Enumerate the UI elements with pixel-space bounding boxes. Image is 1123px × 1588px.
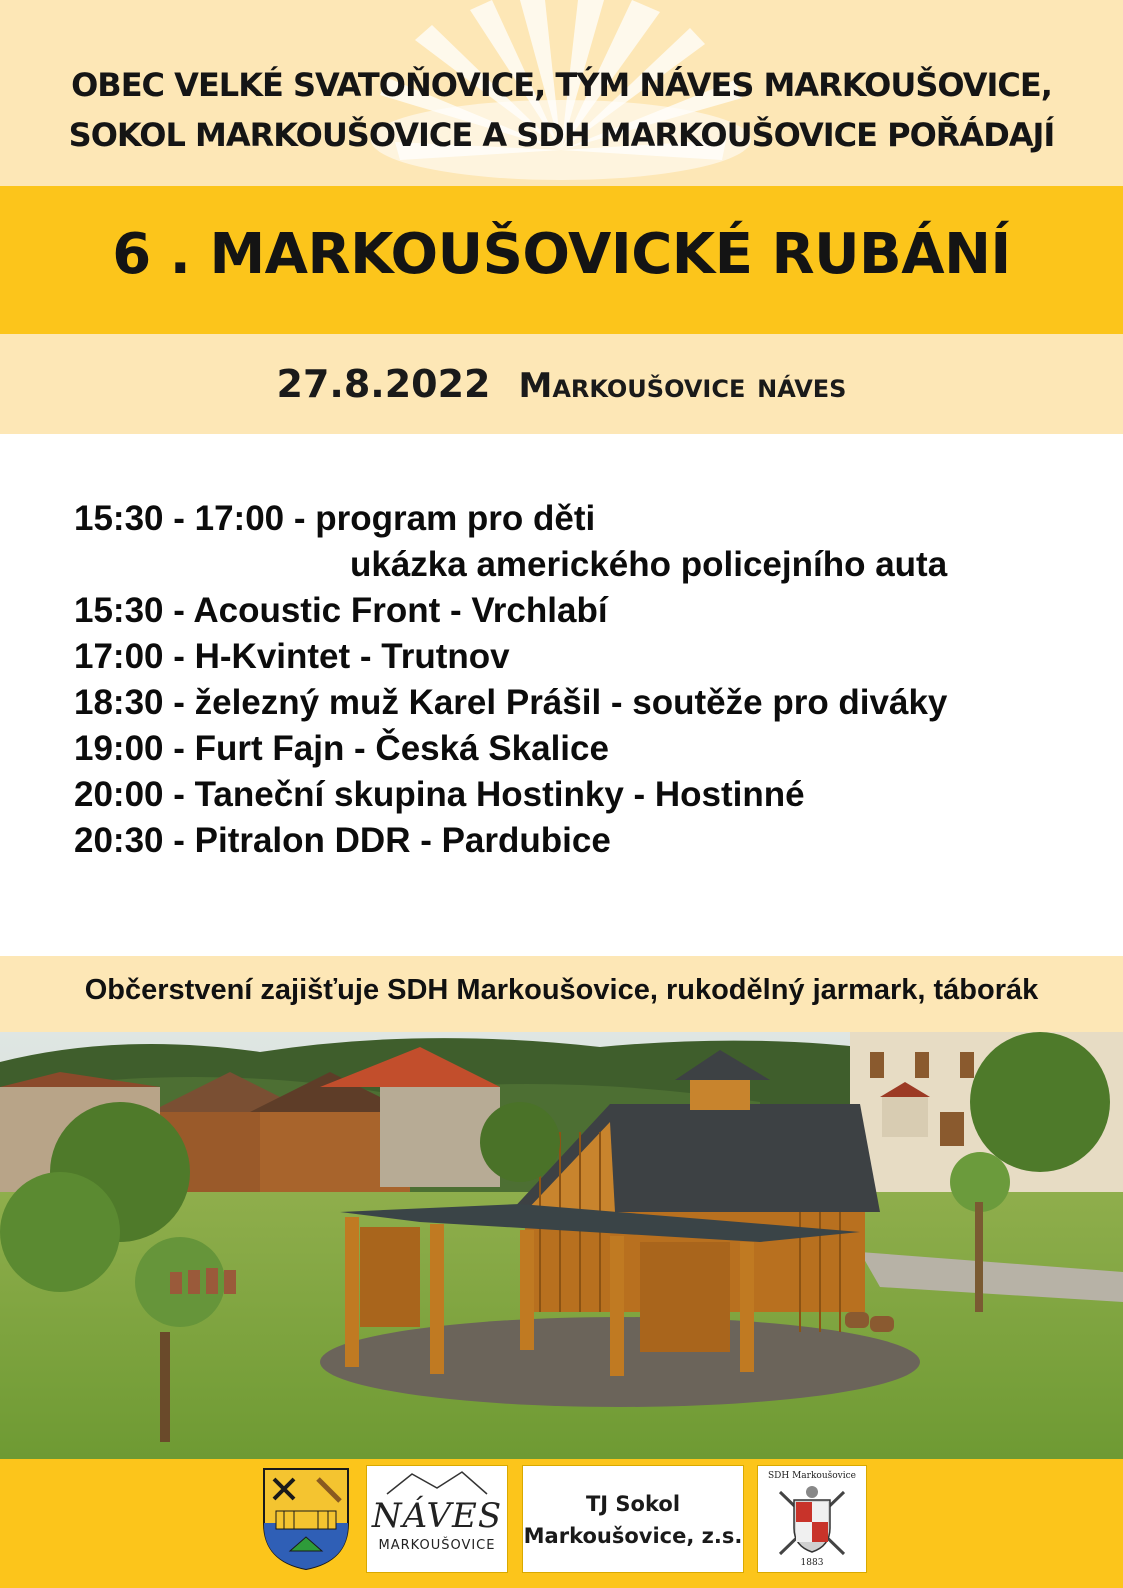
organizers-line-1: OBEC VELKÉ SVATOŇOVICE, TÝM NÁVES MARKOUŠOVICE, [71,66,1052,104]
refreshments-band [0,956,1123,1032]
organizers-line-2: SOKOL MARKOUŠOVICE A SDH MARKOUŠOVICE POŘÁDAJÍ [68,116,1055,154]
date-band [0,334,1123,434]
event-place: Markoušovice náves [518,366,847,406]
refreshments-text: Občerstvení zajišťuje SDH Markoušovice, rukodělný jarmark, táborák [84,974,1039,1006]
firefighter-emblem-icon [758,1466,866,1572]
sponsor-logos-band [0,1459,1123,1588]
event-title: 6 . MARKOUŠOVICKÉ RUBÁNÍ [112,222,1011,287]
event-date: 27.8.2022 [276,362,491,406]
house-outline-icon [367,1466,507,1496]
programme-item: 15:30 - 17:00 - program pro děti [74,499,596,538]
sokol-logo-line-2: Markoušovice, z.s. [523,1524,743,1548]
naves-logo-name: NÁVES [371,1496,503,1536]
programme-item: 15:30 - Acoustic Front - Vrchlabí [74,591,608,630]
naves-logo-sub: MARKOUŠOVICE [378,1538,496,1553]
naves-logo [366,1465,508,1573]
programme-item: 18:30 - železný muž Karel Prášil - soutěže pro diváky [74,683,948,722]
coat-of-arms-icon [260,1465,352,1571]
programme-item: 19:00 - Furt Fajn - Česká Skalice [74,729,609,768]
village-square-photo [0,1032,1123,1459]
sdh-logo-title: SDH Markoušovice [767,1471,856,1481]
programme-item: 17:00 - H-Kvintet - Trutnov [74,637,510,676]
title-band [0,186,1123,334]
programme-item: 20:00 - Taneční skupina Hostinky - Hostinné [74,775,805,814]
coat-of-arms-logo [260,1465,352,1571]
header-band [0,0,1123,186]
sokol-logo [522,1465,744,1573]
programme-item: 20:30 - Pitralon DDR - Pardubice [74,821,611,860]
programme-item: ukázka amerického policejního auta [350,545,948,584]
sdh-logo-year: 1883 [800,1558,824,1568]
programme-list [74,496,1114,864]
sdh-logo [757,1465,867,1573]
date-place-line [0,362,1123,406]
sokol-logo-line-1: TJ Sokol [585,1492,681,1516]
